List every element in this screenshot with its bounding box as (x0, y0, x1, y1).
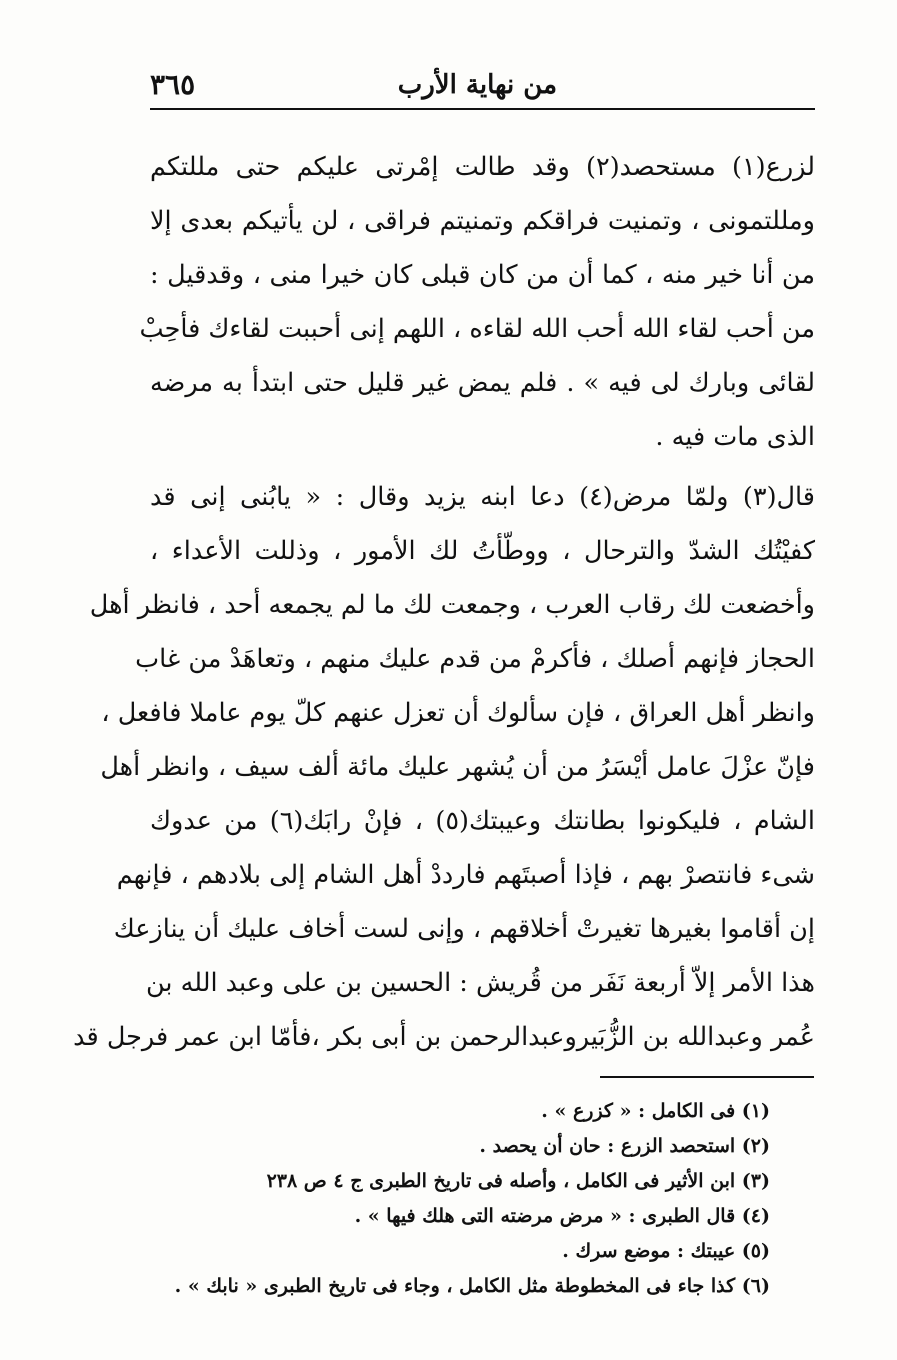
footnotes (150, 1094, 770, 1304)
text-line: إن أقاموا بغيرها تغيرتْ أخلاقهم ، وإنى لست أخاف عليك أن ينازعك (113, 914, 815, 944)
footnote: (١) فى الكامل : « كزرع » . (541, 1100, 770, 1122)
running-title: من نهاية الأرب (397, 70, 557, 100)
text-line: قال(٣) ولمّا مرض(٤) دعا ابنه يزيد وقال : « يابُنى إنى قد (150, 482, 815, 512)
paragraph-2 (73, 470, 815, 1064)
page-number: ٣٦٥ (150, 68, 196, 101)
text-line: فإنّ عزْلَ عامل أيْسَرُ من أن يُشهر عليك مائة ألف سيف ، وانظر أهل (100, 752, 815, 782)
paragraph-1 (139, 140, 815, 464)
footnote-rule (600, 1076, 814, 1078)
text-line: من أحب لقاء الله أحب الله لقاءه ، اللهم إنى أحببت لقاءك فأحِبْ (139, 314, 815, 344)
text-line: عُمر وعبدالله بن الزُّبَيروعبدالرحمن بن أبى بكر ،فأمّا ابن عمر فرجل قد (73, 1022, 815, 1052)
footnote: (٢) استحصد الزرع : حان أن يحصد . (479, 1135, 770, 1157)
text-line: الحجاز فإنهم أصلك ، فأكرمْ من قدم عليك منهم ، وتعاهَدْ من غاب (135, 644, 815, 674)
footnote: (٥) عيبتك : موضع سرك . (562, 1240, 770, 1262)
footnote: (٦) كذا جاء فى المخطوطة مثل الكامل ، وجاء فى تاريخ الطبرى « نابك » . (174, 1275, 770, 1297)
text-line: الشام ، فليكونوا بطانتك وعيبتك(٥) ، فإنْ رابَك(٦) من عدوك (150, 806, 815, 836)
text-line: من أنا خير منه ، كما أن من كان قبلى كان خيرا منى ، وقدقيل : (150, 260, 815, 290)
footnote: (٤) قال الطبرى : « مرض مرضته التى هلك فيها » . (354, 1205, 770, 1227)
text-line: ومللتمونى ، وتمنيت فراقكم وتمنيتم فراقى ، لن يأتيكم بعدى إلا (150, 206, 815, 236)
text-line: لقائى وبارك لى فيه » . فلم يمض غير قليل حتى ابتدأ به مرضه (150, 368, 815, 398)
text-line: كفيْتُك الشدّ والترحال ، ووطّأتُ لك الأمور ، وذللت الأعداء ، (150, 536, 815, 566)
header-rule (150, 108, 815, 110)
text-line: لزرع(١) مستحصد(٢) وقد طالت إمْرتى عليكم حتى مللتكم (150, 152, 815, 182)
page-header (150, 60, 815, 106)
text-line: شىء فانتصرْ بهم ، فإذا أصبتَهم فارددْ أهل الشام إلى بلادهم ، فإنهم (116, 860, 815, 890)
footnote: (٣) ابن الأثير فى الكامل ، وأصله فى تاريخ الطبرى ج ٤ ص ٢٣٨ (266, 1170, 770, 1192)
text-line: هذا الأمر إلاّ أربعة نَفَر من قُريش : الحسين بن على وعبد الله بن (145, 968, 815, 998)
text-line: وانظر أهل العراق ، فإن سألوك أن تعزل عنهم كلّ يوم عاملا فافعل ، (101, 698, 815, 728)
text-line: وأخضعت لك رقاب العرب ، وجمعت لك ما لم يجمعه أحد ، فانظر أهل (89, 590, 815, 620)
text-line: الذى مات فيه . (655, 422, 815, 452)
